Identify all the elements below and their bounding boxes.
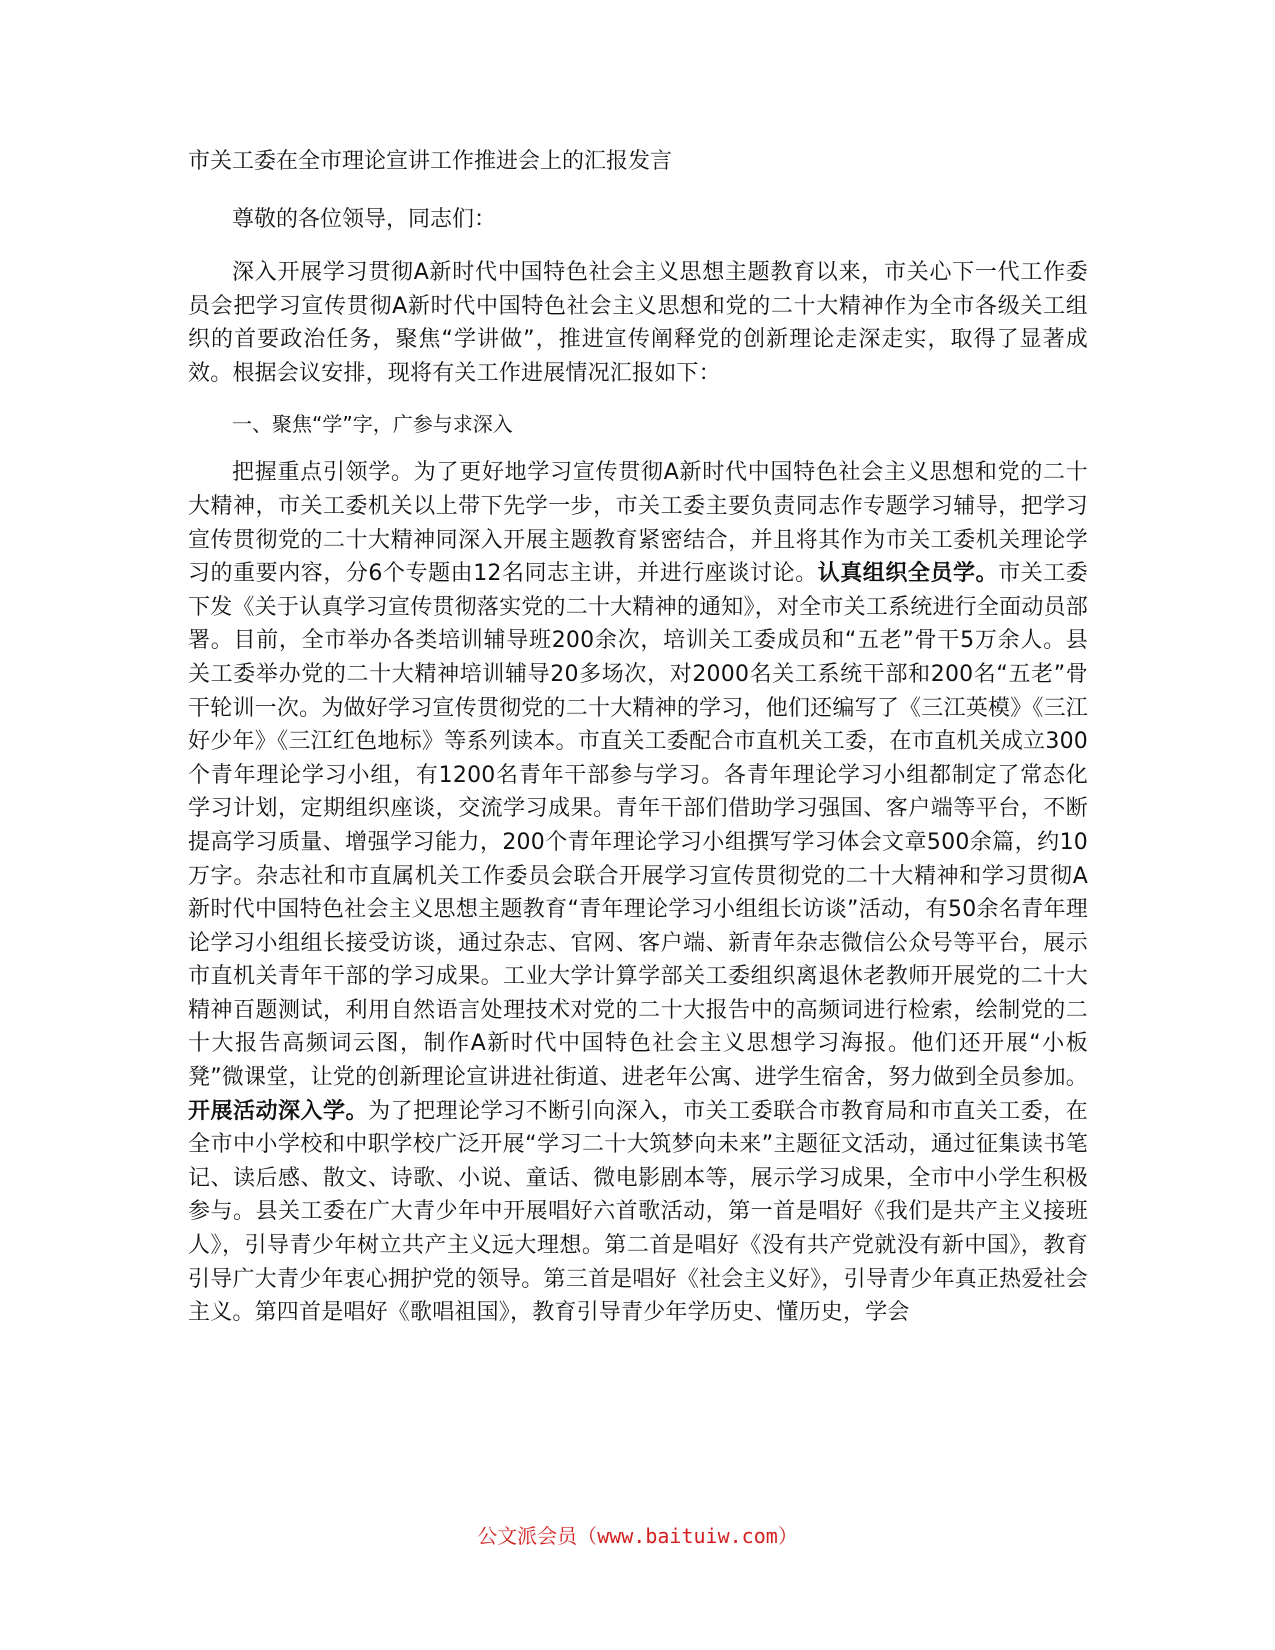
document-title: 市关工委在全市理论宣讲工作推进会上的汇报发言: [188, 149, 673, 174]
document-page: [188, 140, 1088, 1344]
intro-paragraph: 深入开展学习贯彻A新时代中国特色社会主义思想主题教育以来，市关心下一代工作委员会把学习宣传贯彻A新时代中国特色社会主义思想和党的二十大精神作为全市各级关工组织的首要政治任务，聚焦“学讲做”，推进宣传阐释党的创新理论走深走实，取得了显著成效。根据会议安排，现将有关工作进展情况汇报如下：: [188, 260, 1088, 386]
section-heading: 一、聚焦“学”字，广参与求深入: [232, 412, 513, 437]
greeting: 尊敬的各位领导，同志们：: [232, 207, 497, 232]
section-text-1: 为了更好地学习宣传贯彻A新时代中国特色社会主义思想和党的二十大精神，市关工委机关以上带下先学一步，市关工委主要负责同志作专题学习辅导，把学习宣传贯彻党的二十大精神同深入开展主题教育紧密结合，并且将其作为市关工委机关理论学习的重要内容，分6个专题由12名同志主讲，并进行座谈讨论。: [188, 460, 1088, 587]
footer-close: ）: [777, 1524, 798, 1548]
lead-phrase-2: 认真组织全员学。: [817, 561, 999, 587]
section-text-2: 市关工委下发《关于认真学习宣传贯彻落实党的二十大精神的通知》，对全市关工系统进行全面动员部署。目前，全市举办各类培训辅导班200余次，培训关工委成员和“五老”骨干5万余人。县关工委举办党的二十大精神培训辅导20多场次，对2000名关工系统干部和200名“五老”骨干轮训一次。为做好学习宣传贯彻党的二十大精神的学习，他们还编写了《三江英模》《三江好少年》《三江红色地标》等系列读本。市直关工委配合市直机关工委，在市直机关成立300个青年理论学习小组，有1200名青年干部参与学习。各青年理论学习小组都制定了常态化学习计划，定期组织座谈，交流学习成果。青年干部们借助学习强国、客户端等平台，不断提高学习质量、增强学习能力，200个青年理论学习小组撰写学习体会文章500余篇，约10万字。杂志社和市直属机关工作委员会联合开展学习宣传贯彻党的二十大精神和学习贯彻A新时代中国特色社会主义思想主题教育“青年理论学习小组组长访谈”活动，有50余名青年理论学习小组组长接受访谈，通过杂志、官网、客户端、新青年杂志微信公众号等平台，展示市直机关青年干部的学习成果。工业大学计算学部关工委组织离退休老教师开展党的二十大精神百题测试，利用自然语言处理技术对党的二十大报告中的高频词进行检索，绘制党的二十大报告高频词云图，制作A新时代中国特色社会主义思想学习海报。他们还开展“小板凳”微课堂，让党的创新理论宣讲进社街道、进老年公寓、进学生宿舍，努力做到全员参加。: [188, 561, 1088, 1091]
footer-url[interactable]: www.baituiw.com: [597, 1524, 778, 1548]
footer-watermark: [0, 1520, 1275, 1549]
section-paragraph: [188, 456, 1088, 1329]
section-text-3: 为了把理论学习不断引向深入，市关工委联合市教育局和市直关工委，在全市中小学校和中职学校广泛开展“学习二十大筑梦向未来”主题征文活动，通过征集读书笔记、读后感、散文、诗歌、小说、童话、微电影剧本等，展示学习成果，全市中小学生积极参与。县关工委在广大青少年中开展唱好六首歌活动，第一首是唱好《我们是共产主义接班人》，引导青少年树立共产主义远大理想。第二首是唱好《没有共产党就没有新中国》，教育引导广大青少年衷心拥护党的领导。第三首是唱好《社会主义好》，引导青少年真正热爱社会主义。第四首是唱好《歌唱祖国》，教育引导青少年学历史、懂历史，学会: [188, 1098, 1088, 1326]
lead-phrase-1: 把握重点引领学。: [232, 460, 414, 486]
lead-phrase-3: 开展活动深入学。: [188, 1098, 369, 1124]
footer-label: 公文派会员（: [477, 1524, 598, 1548]
